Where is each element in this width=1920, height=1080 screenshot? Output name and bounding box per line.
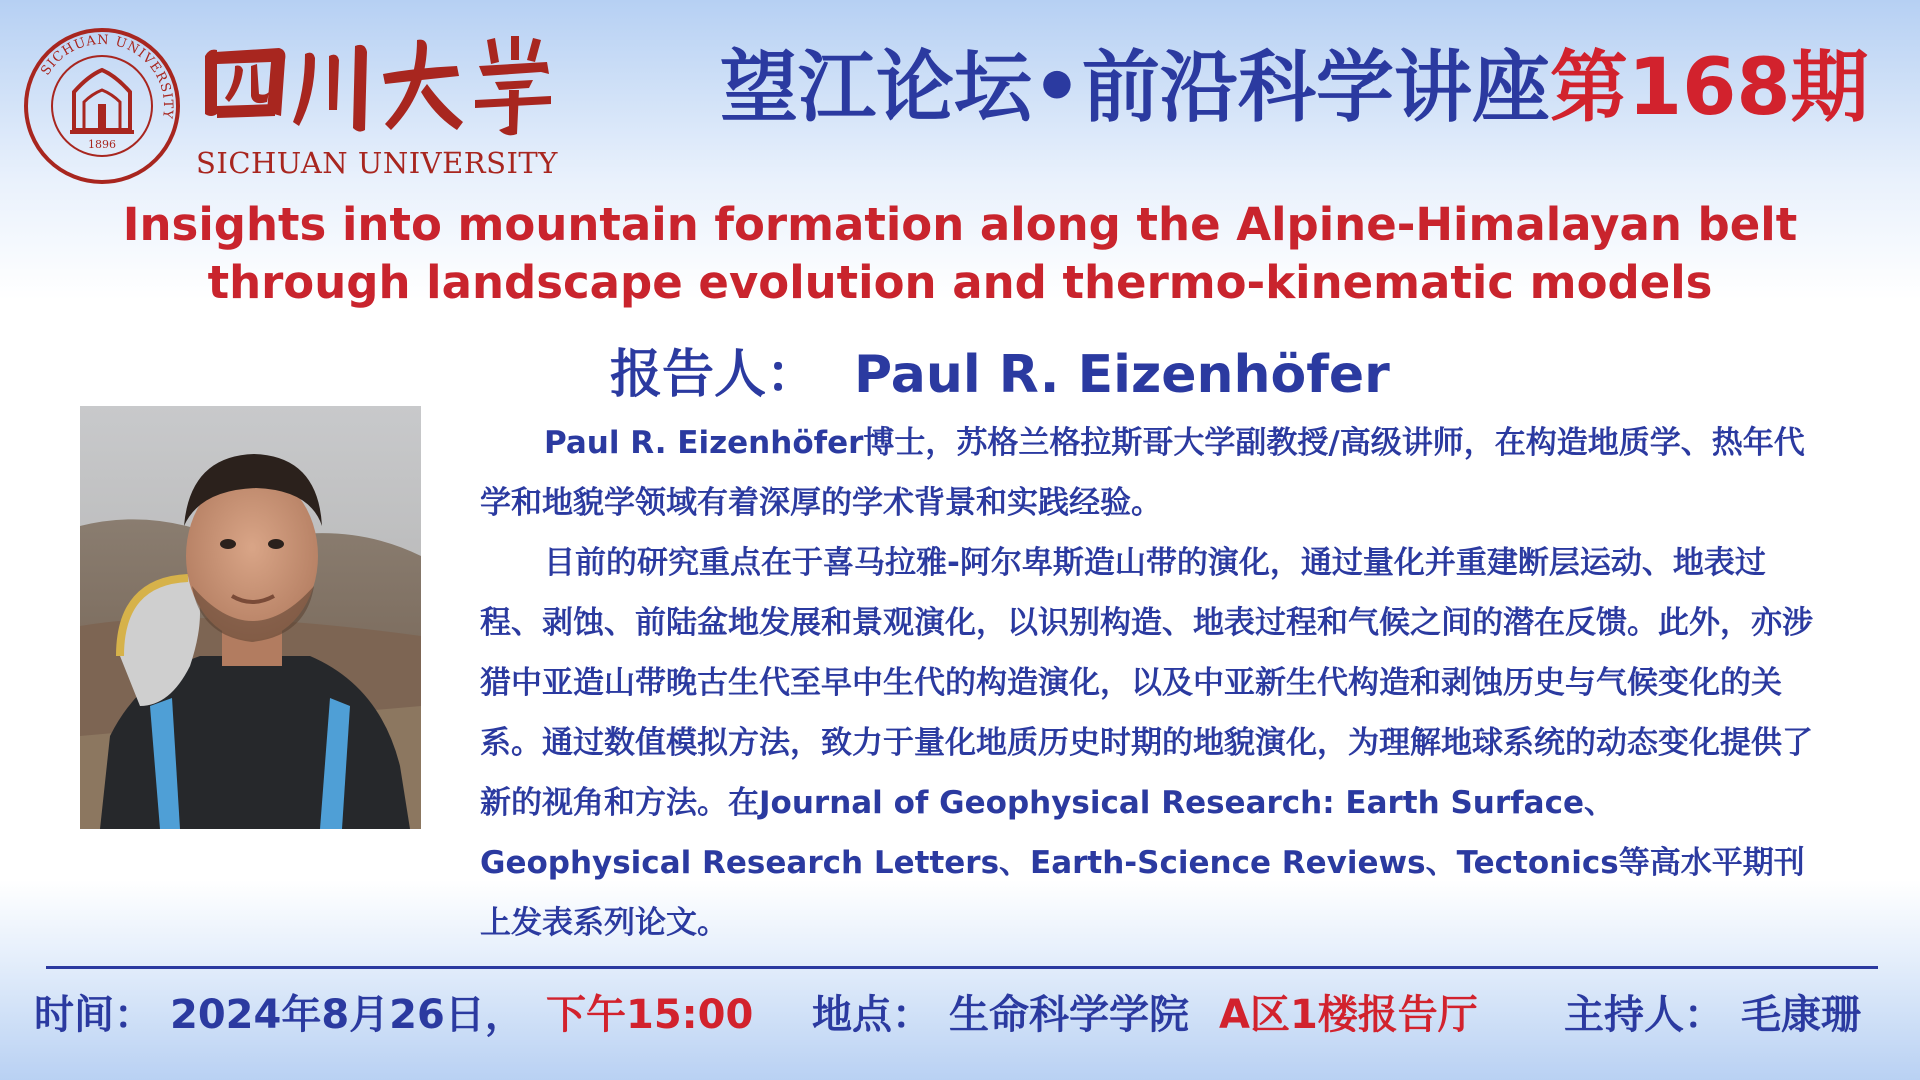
forum-issue-number: 第168期 bbox=[1549, 43, 1869, 133]
time-label: 时间： bbox=[34, 992, 154, 1038]
university-seal-logo bbox=[22, 26, 182, 186]
talk-title bbox=[80, 196, 1840, 312]
bio-paragraph-2: 目前的研究重点在于喜马拉雅-阿尔卑斯造山带的演化，通过量化并重建断层运动、地表过程、剥蚀、前陆盆地发展和景观演化，以识别构造、地表过程和气候之间的潜在反馈。此外，亦涉猎中亚造山带晚古生代至早中生代的构造演化，以及中亚新生代构造和剥蚀历史与气候变化的关系。通过数值模拟方法，致力于量化地质历史时期的地貌演化，为理解地球系统的动态变化提供了新的视角和方法。在Journal of Geophysical Research: Earth Surface、Geophysical Research Letters、Earth-Science Reviews、Tectonics等高水平期刊上发表系列论文。 bbox=[480, 545, 1813, 941]
event-info-footer bbox=[34, 985, 1894, 1045]
speaker-label: 报告人： bbox=[610, 345, 819, 405]
place-label: 地点： bbox=[812, 992, 932, 1038]
talk-title-line-1: Insights into mountain formation along the Alpine-Himalayan belt bbox=[122, 198, 1798, 251]
speaker-line bbox=[610, 340, 1610, 410]
forum-title bbox=[720, 38, 1890, 138]
speaker-name: Paul R. Eizenhöfer bbox=[854, 345, 1390, 405]
forum-title-main: 望江论坛•前沿科学讲座 bbox=[720, 43, 1550, 133]
seal-ring-text: SICHUAN UNIVERSITY bbox=[38, 32, 176, 121]
place-room: A区1楼报告厅 bbox=[1219, 992, 1478, 1038]
speaker-photo bbox=[80, 406, 421, 829]
university-english-name: SICHUAN UNIVERSITY bbox=[196, 146, 558, 180]
speaker-bio bbox=[480, 413, 1825, 953]
university-calligraphy-logo bbox=[195, 26, 555, 146]
event-time: 下午15:00 bbox=[546, 992, 754, 1038]
host-label: 主持人： bbox=[1564, 992, 1724, 1038]
bio-paragraph-1: Paul R. Eizenhöfer博士，苏格兰格拉斯哥大学副教授/高级讲师，在构造地质学、热年代学和地貌学领域有着深厚的学术背景和实践经验。 bbox=[480, 425, 1805, 521]
event-date: 2024年8月26日， bbox=[170, 992, 525, 1038]
footer-divider bbox=[46, 966, 1878, 969]
place-building: 生命科学学院 bbox=[949, 992, 1189, 1038]
svg-text:SICHUAN UNIVERSITY bbox=[38, 33, 175, 120]
talk-title-line-2: through landscape evolution and thermo-kinematic models bbox=[207, 256, 1713, 309]
seal-year: 1896 bbox=[88, 138, 116, 151]
host-name: 毛康珊 bbox=[1741, 992, 1861, 1038]
